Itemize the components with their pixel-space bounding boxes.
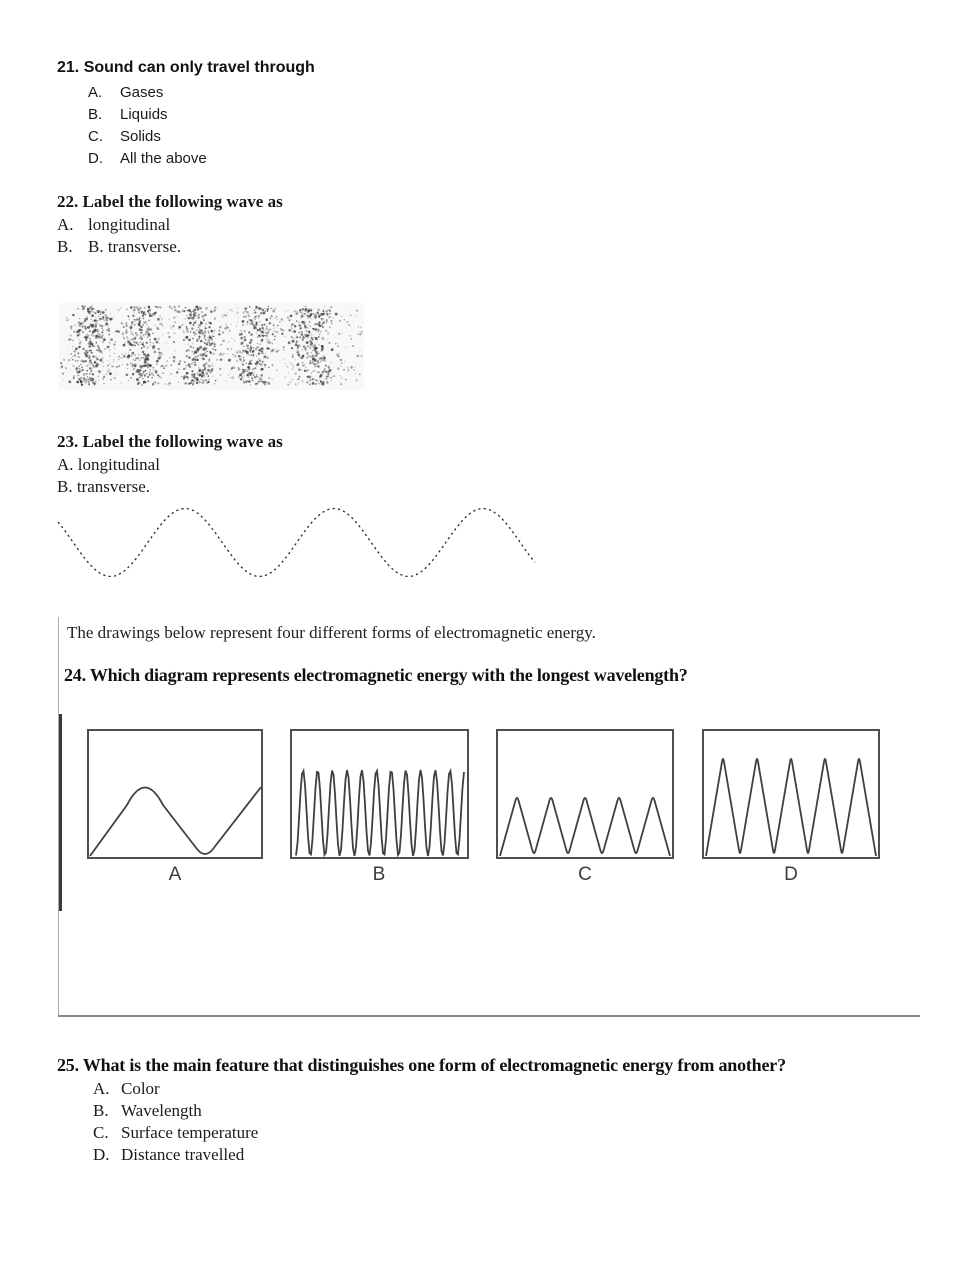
option-text: Liquids [120, 106, 168, 123]
question-22-option-a [57, 214, 657, 236]
question-23 [57, 430, 657, 498]
diagram-label-c: C [578, 864, 592, 885]
option-text: Surface temperature [121, 1123, 259, 1142]
question-23-heading: 23. Label the following wave as [57, 432, 283, 451]
option-text: All the above [120, 150, 207, 167]
question-21-option-a [57, 82, 657, 104]
section-bottom-border [58, 1015, 920, 1017]
em-wave-diagrams [85, 728, 885, 898]
question-25-heading: 25. What is the main feature that distinguishes one form of electromagnetic energy from another? [57, 1055, 786, 1075]
em-section-intro: The drawings below represent four different forms of electromagnetic energy. [67, 623, 596, 642]
longitudinal-wave-figure [59, 303, 364, 390]
question-21-option-c [57, 126, 657, 148]
question-21-option-b [57, 104, 657, 126]
question-21-options [57, 82, 657, 170]
transverse-wave-figure [40, 495, 560, 595]
diagram-image-left-edge [59, 714, 62, 911]
option-letter: A. [88, 84, 103, 101]
option-text: Distance travelled [121, 1145, 245, 1164]
option-letter: B. [93, 1101, 109, 1120]
option-text: Solids [120, 128, 161, 145]
question-24-heading: 24. Which diagram represents electromagnetic energy with the longest wavelength? [64, 665, 688, 685]
option-letter: A. [93, 1079, 110, 1098]
diagram-label-b: B [372, 864, 386, 885]
question-25-option-a [57, 1078, 937, 1100]
question-25-option-b [57, 1100, 937, 1122]
option-text: Color [121, 1079, 160, 1098]
option-text: Wavelength [121, 1101, 202, 1120]
diagram-label-a: A [168, 864, 182, 885]
option-text: B. transverse. [88, 237, 182, 256]
question-23-option-a: A. longitudinal [57, 455, 160, 474]
option-letter: C. [88, 128, 103, 145]
question-21-heading: 21. Sound can only travel through [57, 59, 315, 76]
question-22-option-b [57, 236, 657, 258]
option-letter: D. [93, 1145, 110, 1164]
option-letter: D. [88, 150, 103, 167]
question-25 [57, 1053, 937, 1166]
question-22-heading: 22. Label the following wave as [57, 192, 283, 211]
question-21-option-d [57, 148, 657, 170]
option-text: longitudinal [88, 215, 171, 234]
option-letter: C. [93, 1123, 109, 1142]
question-23-option-b: B. transverse. [57, 477, 151, 496]
option-letter: B. [57, 237, 73, 256]
diagram-label-d: D [784, 864, 798, 885]
question-25-option-d [57, 1144, 937, 1166]
question-25-option-c [57, 1122, 937, 1144]
question-22 [57, 190, 657, 258]
option-letter: B. [88, 106, 103, 123]
question-21 [57, 56, 657, 170]
option-letter: A. [57, 215, 74, 234]
option-text: Gases [120, 84, 164, 101]
